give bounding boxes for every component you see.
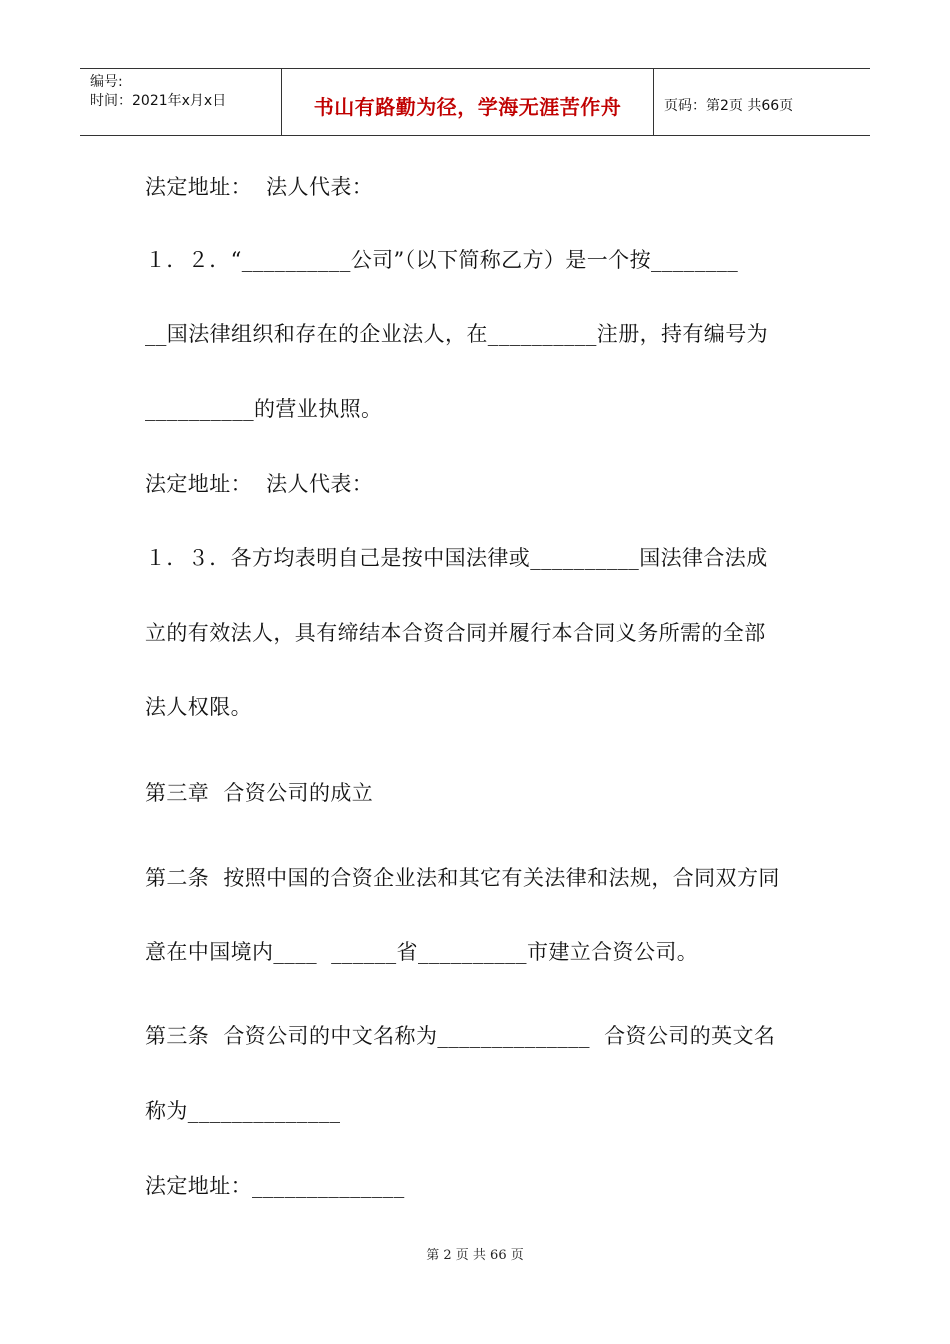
header-page-info: 页码：第2页 共66页	[664, 98, 794, 114]
header-page-info-cell	[654, 69, 870, 135]
paragraph-line: 立的有效法人，具有缔结本合资合同并履行本合同义务所需的全部	[145, 621, 766, 645]
paragraph-line: 法人权限。	[145, 695, 252, 719]
page-header	[80, 68, 870, 136]
paragraph-line: 法定地址：______________	[145, 1174, 405, 1198]
paragraph-line: 法定地址： 法人代表：	[145, 472, 374, 496]
paragraph-line: １．２．“__________公司”（以下简称乙方）是一个按________	[145, 248, 739, 272]
header-motto: 书山有路勤为径，学海无涯苦作舟	[313, 94, 622, 119]
paragraph-line: 第二条 按照中国的合资企业法和其它有关法律和法规，合同双方同	[145, 866, 780, 890]
paragraph-line: １．３．各方均表明自己是按中国法律或__________国法律合法成	[145, 546, 768, 570]
paragraph-line: __国法律组织和存在的企业法人，在__________注册，持有编号为	[145, 322, 768, 346]
chapter-heading: 第三章 合资公司的成立	[145, 781, 374, 805]
paragraph-line: 法定地址： 法人代表：	[145, 175, 374, 199]
header-meta	[80, 69, 282, 135]
document-number-label: 编号:	[90, 74, 123, 90]
paragraph-line: 意在中国境内____ ______省__________市建立合资公司。	[145, 940, 699, 964]
paragraph-line: 称为______________	[145, 1099, 341, 1123]
document-time-label: 时间：2021年x月x日	[90, 93, 227, 109]
header-motto-cell	[282, 69, 654, 135]
page-footer: 第 2 页 共 66 页	[426, 1248, 524, 1263]
paragraph-line: __________的营业执照。	[145, 397, 383, 421]
paragraph-line: 第三条 合资公司的中文名称为______________ 合资公司的英文名	[145, 1024, 776, 1048]
